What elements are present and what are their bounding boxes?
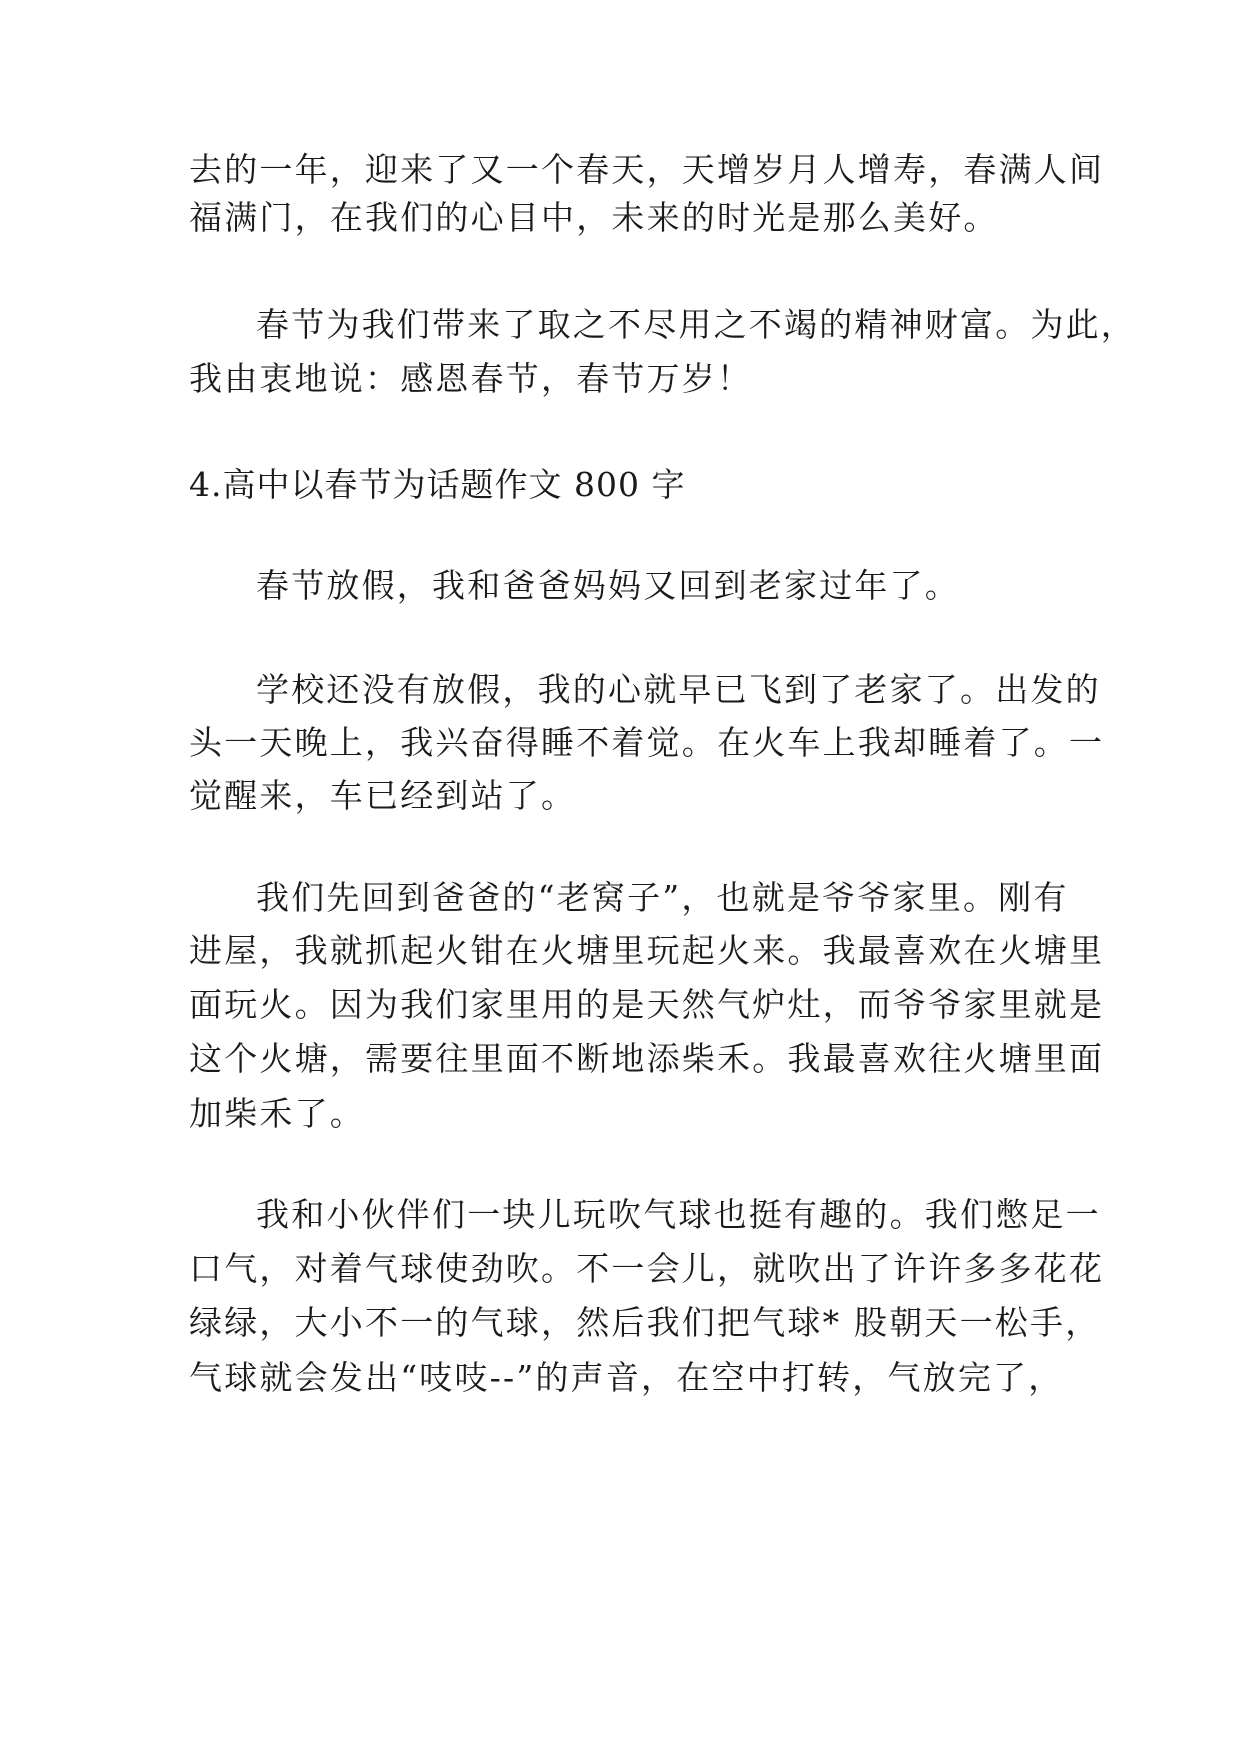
text-line: 觉醒来，车已经到站了。 xyxy=(189,776,577,815)
text-line: 进屋，我就抓起火钳在火塘里玩起火来。我最喜欢在火塘里 xyxy=(189,931,1105,970)
text-line: 春节为我们带来了取之不尽用之不竭的精神财富。为此， xyxy=(256,305,1136,344)
text-line: 春节放假，我和爸爸妈妈又回到老家过年了。 xyxy=(256,566,960,605)
text-line: 加柴禾了。 xyxy=(189,1094,365,1133)
text-line: 我由衷地说：感恩春节，春节万岁！ xyxy=(189,359,753,398)
section-heading: 4.高中以春节为话题作文 800 字 xyxy=(189,465,686,504)
text-line: 福满门，在我们的心目中，未来的时光是那么美好。 xyxy=(189,198,999,237)
text-line: 面玩火。因为我们家里用的是天然气炉灶，而爷爷家里就是 xyxy=(189,985,1105,1024)
text-line: 学校还没有放假，我的心就早已飞到了老家了。出发的 xyxy=(256,670,1101,709)
text-line: 口气，对着气球使劲吹。不一会儿，就吹出了许许多多花花 xyxy=(189,1249,1105,1288)
text-line: 这个火塘，需要往里面不断地添柴禾。我最喜欢往火塘里面 xyxy=(189,1039,1105,1078)
text-line: 去的一年，迎来了又一个春天，天增岁月人增寿，春满人间 xyxy=(189,150,1105,189)
text-line: 我们先回到爸爸的“老窝子”，也就是爷爷家里。刚有 xyxy=(256,878,1069,917)
text-line: 绿绿，大小不一的气球，然后我们把气球* 股朝天一松手， xyxy=(189,1303,1101,1342)
text-line: 我和小伙伴们一块儿玩吹气球也挺有趣的。我们憋足一 xyxy=(256,1195,1101,1234)
text-line: 气球就会发出“吱吱--”的声音，在空中打转，气放完了， xyxy=(189,1358,1064,1397)
text-line: 头一天晚上，我兴奋得睡不着觉。在火车上我却睡着了。一 xyxy=(189,723,1105,762)
